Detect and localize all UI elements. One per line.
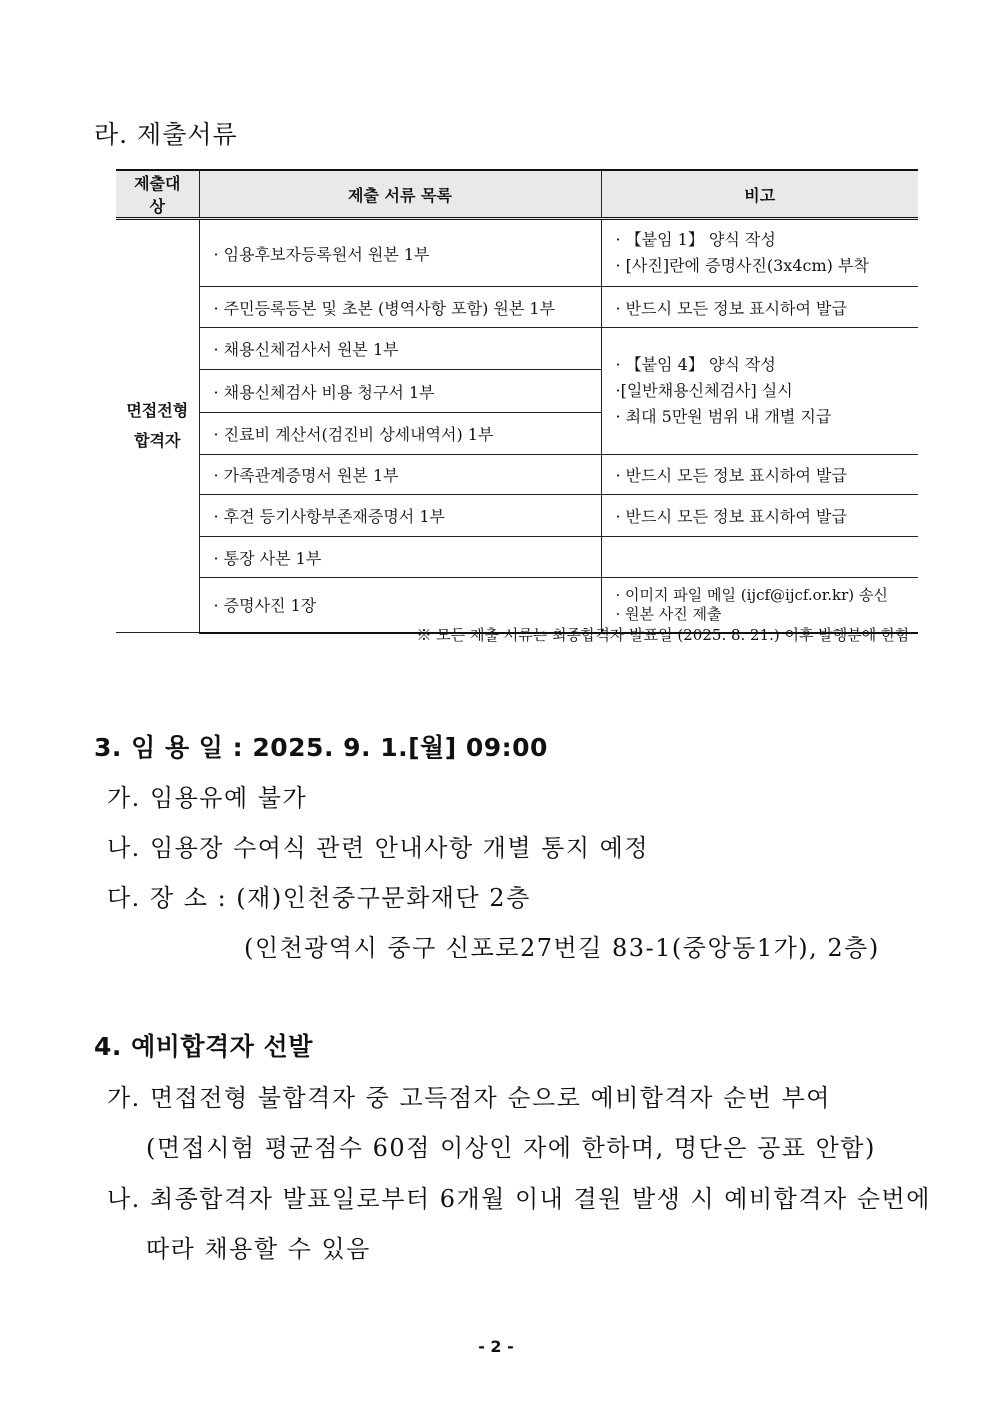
section-title-documents: 라. 제출서류 <box>94 120 238 149</box>
doc-cell: · 주민등록등본 및 초본 (병역사항 포함) 원본 1부 <box>199 287 601 328</box>
documents-table <box>116 169 918 634</box>
doc-cell: · 후견 등기사항부존재증명서 1부 <box>199 495 601 537</box>
target-line-2: 합격자 <box>134 431 181 450</box>
table-footnote: ※ 모든 제출 서류는 최종합격자 발표일 (2025. 8. 21.) 이후 발행분에 한함 <box>416 626 910 644</box>
note-cell: · 반드시 모든 정보 표시하여 발급 <box>601 287 918 328</box>
note-cell <box>601 219 918 287</box>
note-cell <box>601 537 918 578</box>
doc-cell: · 진료비 계산서(검진비 상세내역서) 1부 <box>199 413 601 455</box>
reserve-item-2: 나. 최종합격자 발표일로부터 6개월 이내 결원 발생 시 예비합격자 순번에 <box>107 1185 931 1213</box>
appointment-item-3: 다. 장 소 : (재)인천중구문화재단 2층 <box>107 884 531 912</box>
reserve-item-1-detail: (면접시험 평균점수 60점 이상인 자에 한하며, 명단은 공표 안함) <box>146 1134 876 1162</box>
doc-cell: · 채용신체검사서 원본 1부 <box>199 328 601 370</box>
appointment-item-1: 가. 임용유예 불가 <box>107 784 308 812</box>
target-cell <box>116 219 199 633</box>
note-line: · 최대 5만원 범위 내 개별 지급 <box>615 407 832 426</box>
table-row <box>116 287 918 328</box>
note-line: · 【붙임 4】 양식 작성 <box>615 355 776 374</box>
table-header-row <box>116 170 918 219</box>
note-line: · [사진]란에 증명사진(3x4cm) 부착 <box>615 256 869 275</box>
note-line: · 원본 사진 제출 <box>615 604 722 623</box>
section-heading-reserve-candidates: 4. 예비합격자 선발 <box>94 1032 313 1061</box>
table-row <box>116 328 918 370</box>
table-row <box>116 537 918 578</box>
table-row <box>116 495 918 537</box>
doc-cell: · 가족관계증명서 원본 1부 <box>199 455 601 495</box>
section-heading-appointment-date: 3. 임 용 일 : 2025. 9. 1.[월] 09:00 <box>94 733 548 762</box>
note-cell: · 반드시 모든 정보 표시하여 발급 <box>601 455 918 495</box>
reserve-item-2-continued: 따라 채용할 수 있음 <box>146 1235 371 1263</box>
header-target: 제출대상 <box>116 170 199 219</box>
doc-cell: · 증명사진 1장 <box>199 578 601 633</box>
target-line-1: 면접전형 <box>126 401 189 420</box>
page-number: - 2 - <box>478 1337 514 1356</box>
appointment-item-2: 나. 임용장 수여식 관련 안내사항 개별 통지 예정 <box>107 834 650 862</box>
venue-address: (인천광역시 중구 신포로27번길 83-1(중앙동1가), 2층) <box>244 934 880 962</box>
note-line: · 【붙임 1】 양식 작성 <box>615 230 776 249</box>
merged-note-cell <box>601 328 918 455</box>
note-cell: · 반드시 모든 정보 표시하여 발급 <box>601 495 918 537</box>
table-row <box>116 219 918 287</box>
doc-cell: · 통장 사본 1부 <box>199 537 601 578</box>
note-line: · 이미지 파일 메일 (ijcf@ijcf.or.kr) 송신 <box>615 585 888 604</box>
header-remarks: 비고 <box>601 170 918 219</box>
header-documents: 제출 서류 목록 <box>199 170 601 219</box>
doc-cell: · 임용후보자등록원서 원본 1부 <box>199 219 601 287</box>
reserve-item-1: 가. 면접전형 불합격자 중 고득점자 순으로 예비합격자 순번 부여 <box>107 1084 831 1112</box>
note-line: ·[일반채용신체검사] 실시 <box>615 381 793 400</box>
doc-cell: · 채용신체검사 비용 청구서 1부 <box>199 370 601 413</box>
table-row <box>116 455 918 495</box>
